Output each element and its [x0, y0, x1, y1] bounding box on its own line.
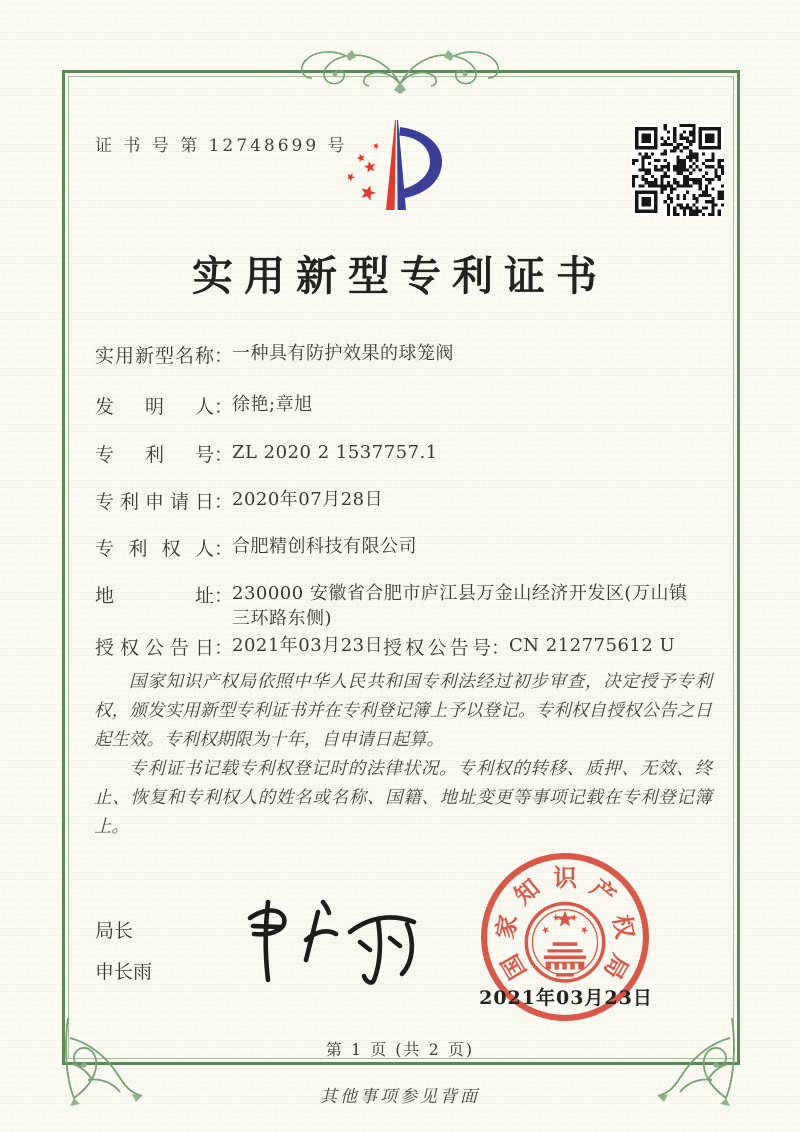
- field-value: 合肥精创科技有限公司: [232, 536, 417, 557]
- field-value: ZL 2020 2 1537757.1: [232, 442, 438, 463]
- legal-paragraph-1: 国家知识产权局依照中华人民共和国专利法经过初步审查，决定授予专利权，颁发实用新型专利证书并在专利登记簿上予以登记。专利权自授权公告之日起生效。专利权期限为十年，自申请日起算。: [94, 672, 712, 750]
- field-value: 徐艳;章旭: [232, 394, 313, 415]
- national-emblem-icon: [526, 904, 603, 981]
- legal-paragraph-2: 专利证书记载专利权登记时的法律状况。专利权的转移、质押、无效、终止、恢复和专利权人的姓名或名称、国籍、地址变更等事项记载在专利登记簿上。: [94, 759, 712, 837]
- field-grant-date: [95, 633, 384, 659]
- field-colon: ：: [214, 345, 234, 367]
- field-label: 专利申请日: [95, 491, 214, 513]
- field-colon: ：: [214, 585, 234, 607]
- field-colon: ：: [491, 637, 511, 659]
- field-inventor: [95, 392, 313, 419]
- field-label: 专利权人: [95, 538, 214, 560]
- field-value: 2020年07月28日: [232, 489, 384, 510]
- field-value: 一种具有防护效果的球笼阀: [232, 343, 454, 364]
- back-side-note: 其他事项参见背面: [320, 1087, 480, 1107]
- legal-text: [94, 668, 712, 842]
- field-filing-date: [95, 487, 383, 514]
- qr-code: [632, 124, 724, 216]
- field-colon: ：: [214, 444, 234, 466]
- field-label: 实用新型名称: [95, 345, 214, 367]
- field-address: [95, 581, 690, 631]
- signer-name: 申长雨: [95, 962, 153, 983]
- svg-text:识: 识: [553, 863, 577, 892]
- field-colon: ：: [214, 396, 234, 418]
- field-grant-number: [383, 633, 675, 660]
- field-utility-model-name: [95, 341, 454, 368]
- field-label: 授权公告日: [95, 637, 214, 659]
- svg-text:产: 产: [584, 873, 622, 911]
- svg-text:局: 局: [598, 949, 635, 984]
- seal-date: 2021年03月23日: [479, 987, 653, 1009]
- page-number: 第 1 页 (共 2 页): [325, 1040, 475, 1059]
- field-value: 2021年03月23日: [232, 635, 384, 656]
- cnipa-logo-icon: [348, 118, 452, 218]
- svg-text:家: 家: [491, 912, 523, 941]
- field-grant-row: [95, 633, 715, 660]
- signer-title: 局长: [95, 921, 134, 942]
- field-label: 授权公告号: [383, 637, 491, 659]
- field-patent-number: [95, 440, 438, 467]
- signer-block: [95, 916, 152, 984]
- field-label: 地址: [95, 585, 214, 607]
- field-colon: ：: [214, 491, 234, 513]
- svg-text:知: 知: [508, 873, 546, 911]
- field-patentee: [95, 534, 417, 561]
- field-value: CN 212775612 U: [509, 635, 676, 656]
- signature-shen-changyu: [222, 888, 427, 990]
- field-label: 专利号: [95, 444, 214, 466]
- svg-text:国: 国: [495, 949, 532, 984]
- field-colon: ：: [214, 637, 234, 659]
- field-label: 发明人: [95, 396, 214, 418]
- certificate-number: 证 书 号 第 12748699 号: [95, 136, 348, 156]
- field-colon: ：: [214, 538, 234, 560]
- svg-text:权: 权: [607, 912, 639, 941]
- field-value: 230000 安徽省合肥市庐江县万金山经济开发区(万山镇三环路东侧): [232, 583, 688, 629]
- certificate-title: 实用新型专利证书: [192, 252, 608, 300]
